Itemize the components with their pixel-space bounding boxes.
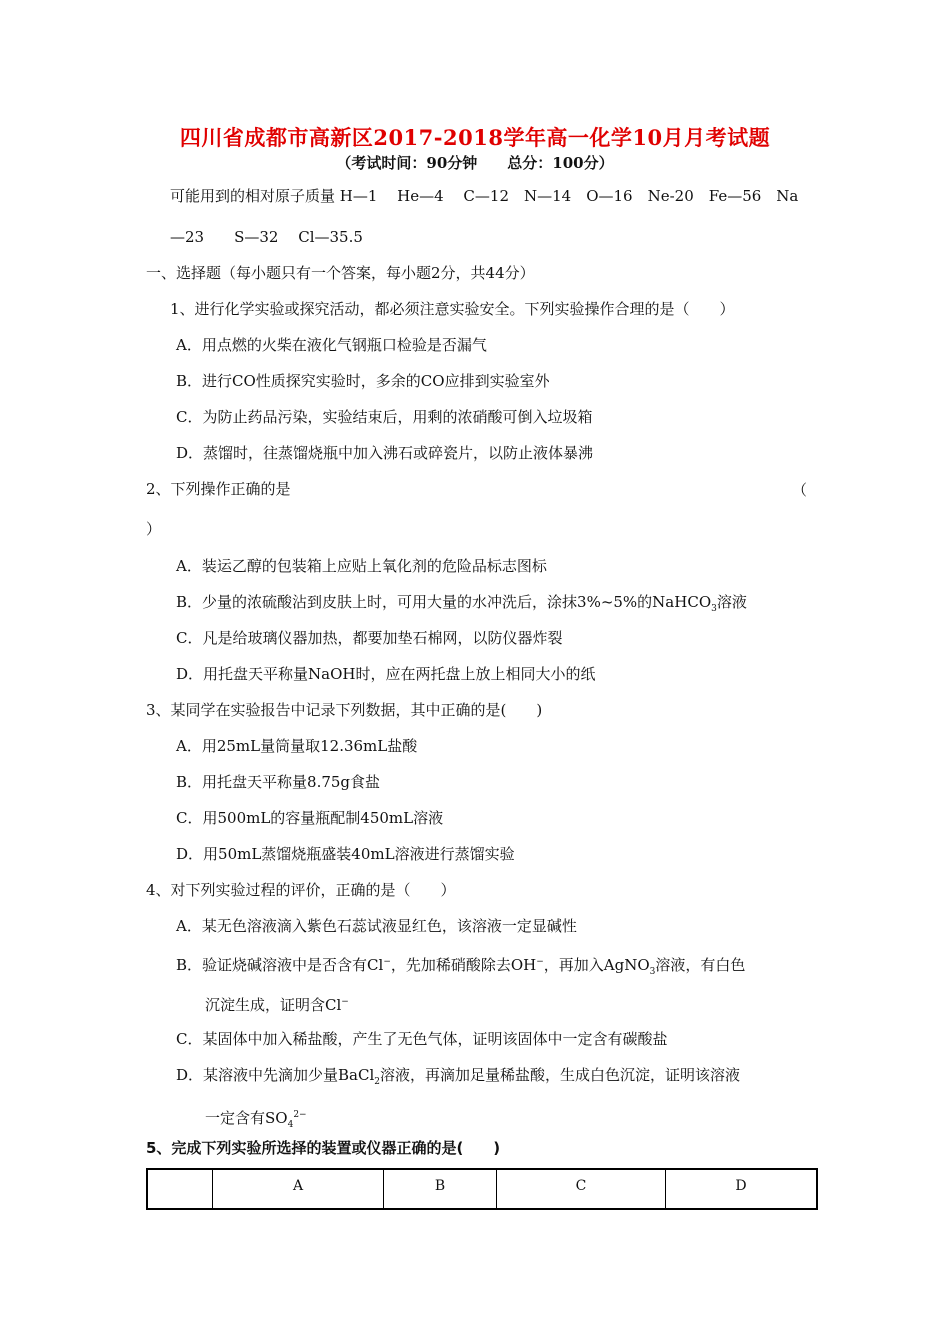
question-4-option-b-line-2: 沉淀生成，证明含Cl−: [205, 996, 349, 1014]
question-5-table: [146, 1168, 818, 1210]
exam-subtitle: （考试时间：90分钟 总分：100分）: [336, 154, 614, 172]
question-2-option-c: C．凡是给玻璃仪器加热，都要加垫石棉网，以防仪器炸裂: [176, 629, 563, 647]
question-4-option-b-line-1: B．验证烧碱溶液中是否含有Cl−，先加稀硝酸除去OH−，再加入AgNO$_3$溶液，有白色: [176, 956, 746, 977]
question-2-option-a: A．装运乙醇的包装箱上应贴上氧化剂的危险品标志图标: [176, 557, 547, 575]
atomic-masses-line-2: —23 S—32 Cl—35.5: [170, 228, 363, 246]
question-4-option-d-line-2: 一定含有$SO_4^{2-}$: [205, 1109, 307, 1130]
exam-title: 四川省成都市高新区2017-2018学年高一化学10月月考试题: [179, 125, 771, 150]
table-header-cell: B: [384, 1169, 497, 1209]
question-2-paren-open: （: [792, 481, 808, 499]
question-2-option-d: D．用托盘天平称量NaOH时，应在两托盘上放上相同大小的纸: [176, 665, 596, 683]
question-3-option-d: D．用50mL蒸馏烧瓶盛装40mL溶液进行蒸馏实验: [176, 845, 515, 863]
question-4-option-a: A．某无色溶液滴入紫色石蕊试液显红色，该溶液一定显碱性: [176, 917, 577, 935]
question-2-paren-close: ）: [146, 520, 162, 538]
question-3-option-a: A．用25mL量筒量取12.36mL盐酸: [176, 737, 418, 755]
question-3-option-c: C．用500mL的容量瓶配制450mL溶液: [176, 809, 444, 827]
question-3-stem: 3、某同学在实验报告中记录下列数据，其中正确的是( ): [146, 701, 543, 719]
question-3-option-b: B．用托盘天平称量8.75g食盐: [176, 773, 381, 791]
question-1-option-a: A．用点燃的火柴在液化气钢瓶口检验是否漏气: [176, 336, 487, 354]
question-1-option-c: C．为防止药品污染，实验结束后，用剩的浓硝酸可倒入垃圾箱: [176, 408, 593, 426]
table-row: [147, 1169, 817, 1209]
table-header-cell: C: [497, 1169, 666, 1209]
question-1-option-d: D．蒸馏时，往蒸馏烧瓶中加入沸石或碎瓷片，以防止液体暴沸: [176, 444, 594, 462]
question-2-option-b: B．少量的浓硫酸沾到皮肤上时，可用大量的水冲洗后，涂抹3%~5%的NaHCO$_3$溶液: [176, 593, 747, 614]
question-2-stem: 2、下列操作正确的是: [146, 480, 291, 498]
section-heading: 一、选择题（每小题只有一个答案，每小题2分，共44分）: [146, 264, 535, 282]
question-1-option-b: B．进行CO性质探究实验时，多余的CO应排到实验室外: [176, 372, 550, 390]
question-4-stem: 4、对下列实验过程的评价，正确的是（ ）: [146, 881, 456, 899]
table-header-cell: A: [213, 1169, 384, 1209]
question-1-stem: 1、进行化学实验或探究活动，都必须注意实验安全。下列实验操作合理的是（ ）: [170, 300, 735, 318]
table-header-cell: [147, 1169, 213, 1209]
table-header-cell: D: [666, 1169, 818, 1209]
atomic-masses-line-1: 可能用到的相对原子质量 H—1 He—4 C—12 N—14 O—16 Ne-20 Fe—56 Na: [170, 187, 799, 205]
question-4-option-d-line-1: D．某溶液中先滴加少量BaCl$_2$溶液，再滴加足量稀盐酸，生成白色沉淀，证明该溶液: [176, 1066, 741, 1087]
question-5-stem: 5、完成下列实验所选择的装置或仪器正确的是( ): [146, 1139, 501, 1157]
question-4-option-c: C．某固体中加入稀盐酸，产生了无色气体，证明该固体中一定含有碳酸盐: [176, 1030, 668, 1048]
